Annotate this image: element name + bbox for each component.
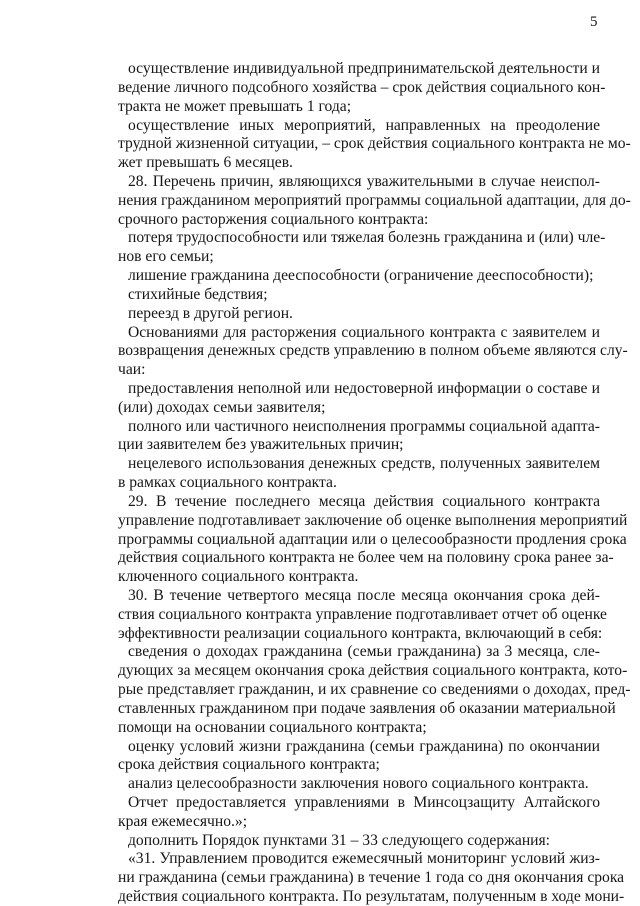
text-line: осуществление индивидуальной предпринимательской деятельности и <box>128 60 600 77</box>
text-line: 29. В течение последнего месяца действия социального контракта <box>128 492 600 510</box>
text-line: жет превышать 6 месяцев. <box>118 154 293 172</box>
text-line: управление подготавливает заключение об оценке выполнения мероприятий <box>118 511 628 529</box>
text-line: ствия социального контракта управление подготавливает отчет об оценке <box>118 605 607 623</box>
text-line: ции заявителем без уважительных причин; <box>118 436 404 454</box>
text-line: переезд в другой регион. <box>128 304 293 322</box>
text-line: возвращения денежных средств управлению в полном объеме являются слу- <box>118 342 628 360</box>
text-line: 28. Перечень причин, являющихся уважительными в случае неиспол- <box>128 172 600 190</box>
text-line: стихийные бедствия; <box>128 285 268 303</box>
text-line: предоставления неполной или недостоверной информации о составе и <box>128 379 600 397</box>
text-line: «31. Управлением проводится ежемесячный мониторинг условий жиз- <box>128 850 600 868</box>
text-line: действия социального контракта. По результатам, полученным в ходе мони- <box>118 888 625 906</box>
text-line: осуществление иных мероприятий, направленных на преодоление <box>128 116 600 134</box>
text-line: 30. В течение четвертого месяца после месяца окончания срока дей- <box>128 587 600 604</box>
text-line: края ежемесячно.»; <box>118 812 248 830</box>
text-line: оценку условий жизни гражданина (семьи гражданина) по окончании <box>128 737 600 755</box>
text-line: нецелевого использования денежных средств, полученных заявителем <box>128 455 600 473</box>
text-line: анализ целесообразности заключения нового социального контракта. <box>128 775 589 793</box>
text-line: Отчет предоставляется управлениями в Минсоцзащиту Алтайского <box>128 794 600 811</box>
text-line: дополнить Порядок пунктами 31 – 33 следующего содержания: <box>128 831 551 849</box>
text-line: лишение гражданина дееспособности (ограничение дееспособности); <box>128 267 594 284</box>
text-line: программы социальной адаптации или о целесообразности продления срока <box>118 530 627 548</box>
text-line: помощи на основании социального контракта; <box>118 718 427 736</box>
text-line: чаи: <box>118 361 146 379</box>
text-line: дующих за месяцем окончания срока действия социального контракта, кото- <box>118 662 628 680</box>
text-line: потеря трудоспособности или тяжелая болезнь гражданина и (или) чле- <box>128 229 606 247</box>
text-line: ставленных гражданином при подаче заявления об оказании материальной <box>118 699 616 717</box>
text-line: ни гражданина (семьи гражданина) в течение 1 года со дня окончания срока <box>118 869 625 887</box>
text-line: эффективности реализации социального контракта, включающий в себя: <box>118 624 603 642</box>
text-line: срока действия социального контракта; <box>118 756 380 774</box>
text-line: нов его семьи; <box>118 248 214 266</box>
text-line: полного или частичного неисполнения программы социальной адапта- <box>128 417 600 435</box>
text-line: (или) доходах семьи заявителя; <box>118 398 326 416</box>
text-line: нения гражданином мероприятий программы социальной адаптации, для до- <box>118 191 631 209</box>
text-line: действия социального контракта не более чем на половину срока ранее за- <box>118 549 614 567</box>
page-number: 5 <box>590 14 598 30</box>
text-line: трудной жизненной ситуации, – срок действия социального контракта не мо- <box>118 135 631 153</box>
text-line: рые представляет гражданин, и их сравнение со сведениями о доходах, пред- <box>118 681 631 699</box>
text-line: срочного расторжения социального контракта: <box>118 210 429 228</box>
text-line: тракта не может превышать 1 года; <box>118 97 352 115</box>
text-line: ключенного социального контракта. <box>118 568 359 586</box>
text-line: сведения о доходах гражданина (семьи гражданина) за 3 месяца, сле- <box>128 643 600 661</box>
text-line: ведение личного подсобного хозяйства – срок действия социального кон- <box>118 78 606 96</box>
text-line: Основаниями для расторжения социального контракта с заявителем и <box>128 323 600 341</box>
text-line: в рамках социального контракта. <box>118 474 337 491</box>
